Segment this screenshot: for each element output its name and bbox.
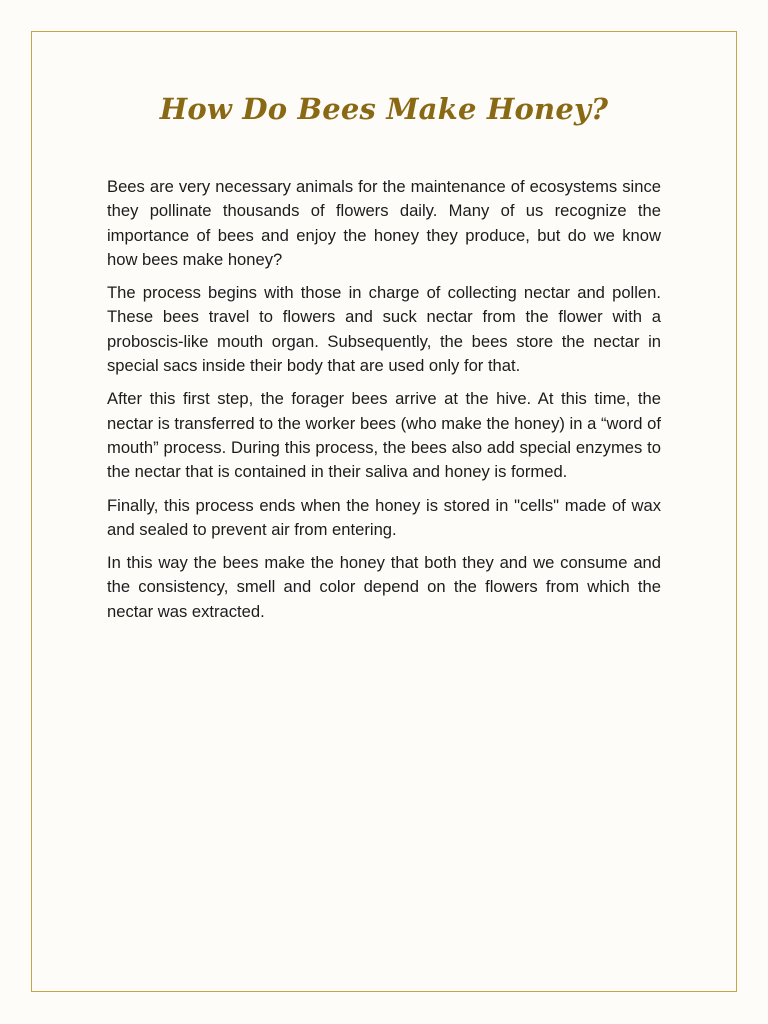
paragraph-conclusion: In this way the bees make the honey that both they and we consume and the consistency, smell and color depend on the flowers from which the nectar was extracted. xyxy=(107,553,661,621)
document-title: How Do Bees Make Honey? xyxy=(159,92,609,126)
paragraph-collecting-nectar: The process begins with those in charge of collecting nectar and pollen. These bees travel to flowers and suck nectar from the flower with a proboscis-like mouth organ. Subsequently, the bees store the nectar in special sacs inside their body that are used only for that. xyxy=(107,283,661,376)
paragraph-hive-transfer: After this first step, the forager bees arrive at the hive. At this time, the nectar is transferred to the worker bees (who make the honey) in a “word of mouth” process. During this process, the bees also add special enzymes to the nectar that is contained in their saliva and honey is formed. xyxy=(107,389,661,482)
document-body xyxy=(107,175,661,633)
paragraph-storage: Finally, this process ends when the honey is stored in "cells" made of wax and sealed to prevent air from entering. xyxy=(107,495,661,539)
paragraph-intro: Bees are very necessary animals for the maintenance of ecosystems since they pollinate thousands of flowers daily. Many of us recognize the importance of bees and enjoy the honey they produce, but do we know how bees make honey? xyxy=(107,177,661,269)
